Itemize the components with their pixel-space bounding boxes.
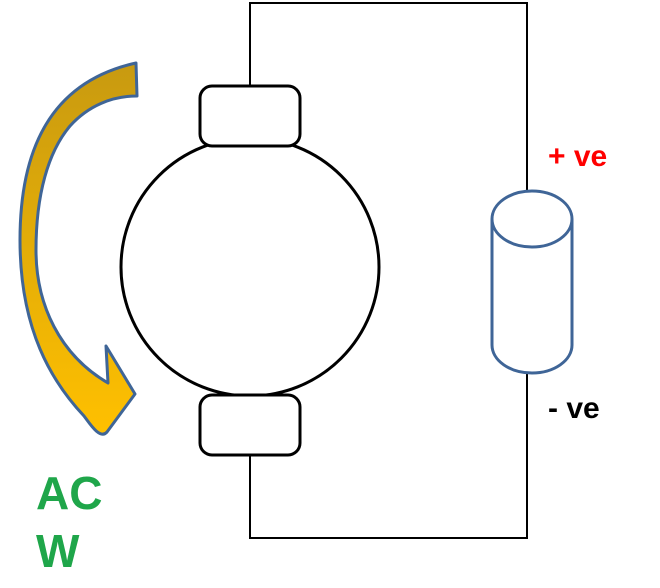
rotation-label-line1: AC: [36, 467, 103, 519]
positive-terminal-label: + ve: [548, 140, 608, 173]
bottom-brush-icon: [200, 395, 300, 455]
top-brush-icon: [200, 86, 300, 146]
rotation-label-line2: W: [36, 525, 80, 577]
cylinder-battery-icon: [492, 191, 572, 373]
motor-armature-icon: [121, 138, 379, 396]
negative-terminal-label: - ve: [548, 392, 600, 425]
curved-arrow-icon: [20, 63, 137, 434]
